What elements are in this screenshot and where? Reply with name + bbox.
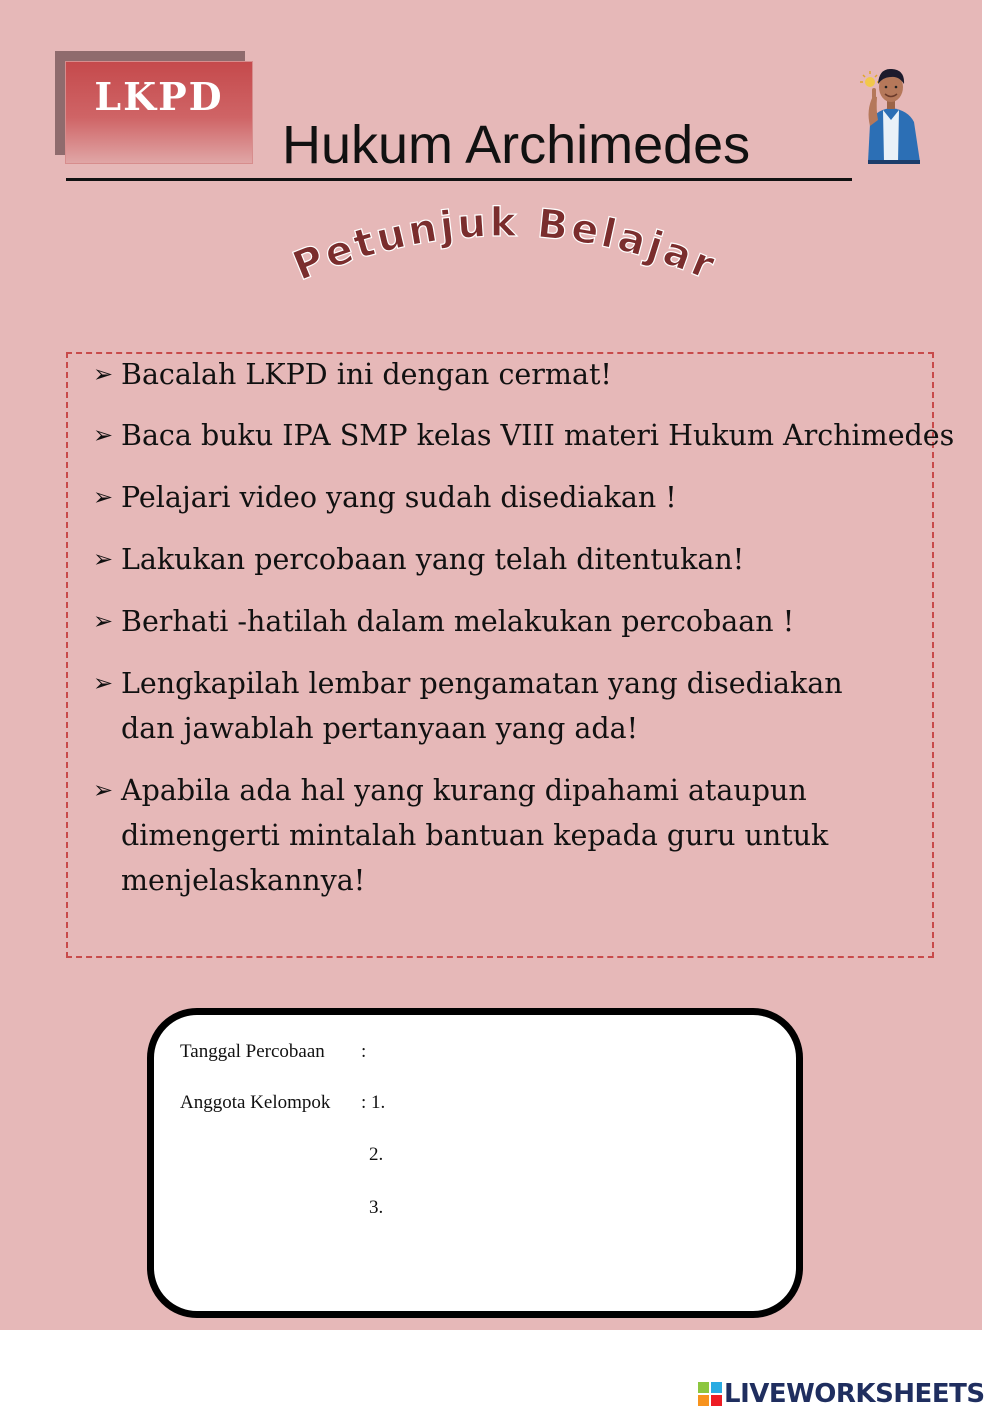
- list-item: [93, 599, 943, 644]
- bullet-arrow-icon: ➢: [93, 360, 114, 388]
- member-1-number: : 1.: [361, 1092, 386, 1113]
- page-title: Hukum Archimedes: [282, 115, 751, 175]
- bullet-arrow-icon: ➢: [93, 607, 114, 635]
- list-item: [93, 661, 903, 751]
- brand-name: LIVEWORKSHEETS: [724, 1379, 985, 1409]
- lkpd-badge: [65, 61, 253, 164]
- list-item: [93, 413, 955, 458]
- bullet-arrow-icon: ➢: [93, 776, 114, 804]
- lkpd-badge-text: LKPD: [94, 74, 224, 119]
- date-label: Tanggal Percobaan: [180, 1041, 325, 1062]
- list-item: [93, 768, 853, 903]
- teacher-avatar-icon: [856, 62, 926, 170]
- title-underline: [66, 178, 852, 181]
- list-item: [93, 475, 943, 520]
- bullet-arrow-icon: ➢: [93, 545, 114, 573]
- list-item: [93, 352, 943, 397]
- date-separator: :: [361, 1041, 367, 1062]
- instruction-text: Lengkapilah lembar pengamatan yang disediakan dan jawablah pertanyaan yang ada!: [121, 667, 843, 745]
- group-info-card: [147, 1008, 803, 1318]
- instruction-text: Apabila ada hal yang kurang dipahami ataupun dimengerti mintalah bantuan kepada guru untuk menjelaskannya!: [121, 774, 829, 897]
- liveworksheets-brand: [698, 1377, 985, 1411]
- subtitle-text: Petunjuk Belajar: [286, 200, 724, 291]
- instruction-text: Pelajari video yang sudah disediakan !: [121, 481, 677, 514]
- subtitle-arc: [280, 200, 730, 300]
- instruction-text: Lakukan percobaan yang telah ditentukan!: [121, 543, 745, 576]
- instruction-text: Berhati -hatilah dalam melakukan percobaan !: [121, 605, 795, 638]
- bullet-arrow-icon: ➢: [93, 669, 114, 697]
- instruction-text: Baca buku IPA SMP kelas VIII materi Hukum Archimedes: [121, 419, 955, 452]
- bullet-arrow-icon: ➢: [93, 421, 114, 449]
- member-2-number: 2.: [369, 1144, 384, 1165]
- member-3-number: 3.: [369, 1197, 384, 1218]
- instruction-text: Bacalah LKPD ini dengan cermat!: [121, 358, 612, 391]
- liveworksheets-logo-icon: [698, 1382, 722, 1406]
- bullet-arrow-icon: ➢: [93, 483, 114, 511]
- members-label: Anggota Kelompok: [180, 1092, 331, 1113]
- list-item: [93, 537, 943, 582]
